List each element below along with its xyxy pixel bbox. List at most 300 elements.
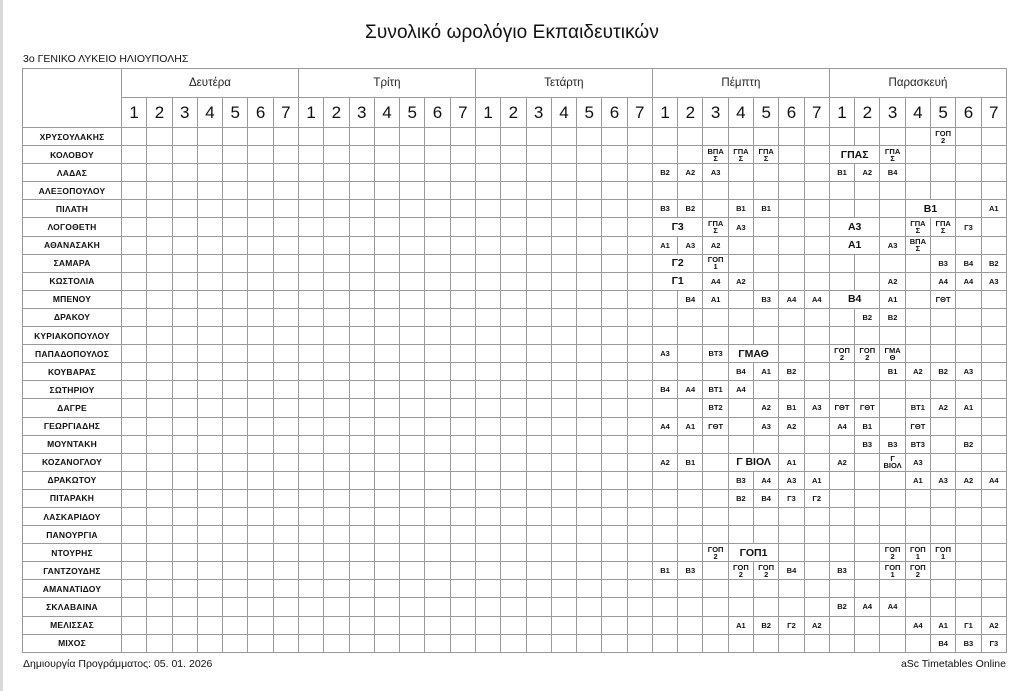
empty-cell: [197, 526, 222, 544]
empty-cell: [324, 363, 349, 381]
empty-cell: [880, 471, 905, 489]
lesson-cell: Β2: [754, 616, 779, 634]
empty-cell: [147, 598, 172, 616]
empty-cell: [526, 562, 551, 580]
empty-cell: [248, 598, 273, 616]
empty-cell: [400, 544, 425, 562]
empty-cell: [779, 164, 804, 182]
empty-cell: [602, 435, 627, 453]
empty-cell: [172, 489, 197, 507]
empty-cell: [425, 345, 450, 363]
empty-cell: [172, 453, 197, 471]
empty-cell: [298, 164, 323, 182]
empty-cell: [374, 308, 399, 326]
empty-cell: [298, 128, 323, 146]
empty-cell: [400, 254, 425, 272]
empty-cell: [627, 254, 652, 272]
lesson-cell: ΓΟΠ 2: [931, 128, 956, 146]
empty-cell: [526, 254, 551, 272]
lesson-cell: Β1: [855, 417, 880, 435]
empty-cell: [273, 580, 298, 598]
empty-cell: [425, 544, 450, 562]
empty-cell: [855, 634, 880, 652]
empty-cell: [450, 345, 475, 363]
empty-cell: [374, 471, 399, 489]
empty-cell: [526, 634, 551, 652]
empty-cell: [450, 471, 475, 489]
empty-cell: [425, 507, 450, 525]
empty-cell: [450, 272, 475, 290]
empty-cell: [197, 327, 222, 345]
empty-cell: [577, 272, 602, 290]
empty-cell: [804, 435, 829, 453]
empty-cell: [779, 598, 804, 616]
empty-cell: [728, 164, 753, 182]
empty-cell: [905, 526, 930, 544]
empty-cell: [248, 381, 273, 399]
empty-cell: [804, 381, 829, 399]
lesson-cell: Α4: [678, 381, 703, 399]
empty-cell: [147, 254, 172, 272]
empty-cell: [855, 580, 880, 598]
empty-cell: [551, 308, 576, 326]
lesson-cell: Α1: [981, 200, 1006, 218]
empty-cell: [804, 164, 829, 182]
empty-cell: [931, 327, 956, 345]
empty-cell: [273, 218, 298, 236]
empty-cell: [122, 308, 147, 326]
period-number: 5: [577, 98, 602, 128]
empty-cell: [577, 634, 602, 652]
empty-cell: [450, 417, 475, 435]
lesson-cell: ΓΟΠ 2: [855, 345, 880, 363]
empty-cell: [349, 544, 374, 562]
empty-cell: [905, 507, 930, 525]
empty-cell: [400, 363, 425, 381]
teacher-name: ΔΡΑΚΟΥ: [23, 308, 122, 326]
lesson-cell: Γ1: [652, 272, 703, 290]
empty-cell: [122, 236, 147, 254]
empty-cell: [905, 308, 930, 326]
empty-cell: [400, 381, 425, 399]
empty-cell: [703, 453, 728, 471]
empty-cell: [172, 507, 197, 525]
lesson-cell: ΓΘΤ: [703, 417, 728, 435]
empty-cell: [425, 435, 450, 453]
empty-cell: [779, 182, 804, 200]
empty-cell: [197, 616, 222, 634]
empty-cell: [223, 345, 248, 363]
empty-cell: [425, 580, 450, 598]
empty-cell: [703, 327, 728, 345]
lesson-cell: Α2: [855, 164, 880, 182]
lesson-cell: ΓΠΑ Σ: [905, 218, 930, 236]
empty-cell: [855, 200, 880, 218]
empty-cell: [349, 634, 374, 652]
lesson-cell: Γ2: [804, 489, 829, 507]
empty-cell: [652, 128, 677, 146]
empty-cell: [627, 327, 652, 345]
empty-cell: [349, 598, 374, 616]
empty-cell: [197, 544, 222, 562]
empty-cell: [804, 417, 829, 435]
empty-cell: [931, 507, 956, 525]
empty-cell: [627, 489, 652, 507]
empty-cell: [223, 381, 248, 399]
empty-cell: [122, 128, 147, 146]
empty-cell: [273, 417, 298, 435]
empty-cell: [223, 399, 248, 417]
empty-cell: [931, 345, 956, 363]
empty-cell: [400, 580, 425, 598]
empty-cell: [122, 598, 147, 616]
empty-cell: [223, 218, 248, 236]
empty-cell: [703, 489, 728, 507]
empty-cell: [754, 327, 779, 345]
empty-cell: [147, 381, 172, 399]
empty-cell: [652, 526, 677, 544]
period-number: 2: [324, 98, 349, 128]
empty-cell: [147, 345, 172, 363]
empty-cell: [981, 526, 1006, 544]
empty-cell: [728, 254, 753, 272]
empty-cell: [602, 562, 627, 580]
empty-cell: [501, 327, 526, 345]
empty-cell: [147, 580, 172, 598]
empty-cell: [374, 453, 399, 471]
empty-cell: [956, 544, 981, 562]
empty-cell: [804, 634, 829, 652]
empty-cell: [526, 164, 551, 182]
empty-cell: [374, 489, 399, 507]
teacher-row: [23, 236, 1007, 254]
empty-cell: [779, 146, 804, 164]
empty-cell: [324, 544, 349, 562]
empty-cell: [197, 598, 222, 616]
empty-cell: [602, 272, 627, 290]
empty-cell: [349, 453, 374, 471]
empty-cell: [905, 598, 930, 616]
empty-cell: [349, 580, 374, 598]
empty-cell: [122, 290, 147, 308]
empty-cell: [829, 200, 854, 218]
empty-cell: [577, 399, 602, 417]
empty-cell: [577, 507, 602, 525]
empty-cell: [400, 182, 425, 200]
empty-cell: [804, 254, 829, 272]
teacher-name: ΑΘΑΝΑΣΑΚΗ: [23, 236, 122, 254]
empty-cell: [400, 218, 425, 236]
empty-cell: [956, 598, 981, 616]
empty-cell: [880, 399, 905, 417]
empty-cell: [425, 489, 450, 507]
lesson-cell: ΓΟΠ 2: [829, 345, 854, 363]
empty-cell: [400, 562, 425, 580]
lesson-cell: ΒΤ3: [703, 345, 728, 363]
empty-cell: [248, 634, 273, 652]
lesson-cell: ΓΜΑ Θ: [880, 345, 905, 363]
empty-cell: [223, 236, 248, 254]
empty-cell: [526, 381, 551, 399]
empty-cell: [450, 218, 475, 236]
empty-cell: [197, 290, 222, 308]
empty-cell: [678, 399, 703, 417]
empty-cell: [627, 544, 652, 562]
empty-cell: [829, 381, 854, 399]
empty-cell: [551, 399, 576, 417]
corner-cell: [23, 69, 122, 128]
empty-cell: [829, 507, 854, 525]
empty-cell: [324, 634, 349, 652]
empty-cell: [450, 254, 475, 272]
empty-cell: [577, 128, 602, 146]
period-number: 7: [627, 98, 652, 128]
empty-cell: [450, 290, 475, 308]
empty-cell: [273, 453, 298, 471]
empty-cell: [273, 471, 298, 489]
empty-cell: [627, 363, 652, 381]
teacher-row: [23, 308, 1007, 326]
empty-cell: [728, 399, 753, 417]
teacher-name: ΠΑΠΑΔΟΠΟΥΛΟΣ: [23, 345, 122, 363]
empty-cell: [450, 128, 475, 146]
empty-cell: [551, 471, 576, 489]
empty-cell: [829, 272, 854, 290]
empty-cell: [703, 580, 728, 598]
empty-cell: [197, 182, 222, 200]
lesson-cell: Β2: [829, 598, 854, 616]
empty-cell: [678, 634, 703, 652]
period-number: 5: [223, 98, 248, 128]
empty-cell: [678, 146, 703, 164]
lesson-cell: Β4: [956, 254, 981, 272]
empty-cell: [475, 345, 500, 363]
empty-cell: [880, 417, 905, 435]
empty-cell: [475, 200, 500, 218]
empty-cell: [374, 598, 399, 616]
empty-cell: [779, 580, 804, 598]
empty-cell: [804, 272, 829, 290]
period-number: 4: [728, 98, 753, 128]
empty-cell: [703, 507, 728, 525]
teacher-name: ΚΟΛΟΒΟΥ: [23, 146, 122, 164]
empty-cell: [349, 489, 374, 507]
teacher-name: ΛΑΣΚΑΡΙΔΟΥ: [23, 507, 122, 525]
period-number: 7: [981, 98, 1006, 128]
empty-cell: [349, 526, 374, 544]
empty-cell: [829, 435, 854, 453]
empty-cell: [577, 236, 602, 254]
empty-cell: [577, 580, 602, 598]
empty-cell: [172, 562, 197, 580]
period-number: 4: [905, 98, 930, 128]
empty-cell: [880, 634, 905, 652]
empty-cell: [931, 146, 956, 164]
empty-cell: [197, 507, 222, 525]
empty-cell: [425, 182, 450, 200]
empty-cell: [273, 363, 298, 381]
empty-cell: [829, 327, 854, 345]
empty-cell: [880, 254, 905, 272]
empty-cell: [223, 507, 248, 525]
empty-cell: [298, 182, 323, 200]
empty-cell: [678, 471, 703, 489]
lesson-cell: Β2: [728, 489, 753, 507]
empty-cell: [779, 254, 804, 272]
empty-cell: [248, 218, 273, 236]
empty-cell: [374, 562, 399, 580]
empty-cell: [122, 417, 147, 435]
empty-cell: [501, 562, 526, 580]
empty-cell: [526, 616, 551, 634]
empty-cell: [223, 526, 248, 544]
teacher-name: ΓΕΩΡΓΙΑΔΗΣ: [23, 417, 122, 435]
empty-cell: [298, 381, 323, 399]
empty-cell: [551, 381, 576, 399]
empty-cell: [501, 381, 526, 399]
empty-cell: [172, 290, 197, 308]
empty-cell: [475, 236, 500, 254]
empty-cell: [627, 345, 652, 363]
empty-cell: [197, 381, 222, 399]
empty-cell: [577, 146, 602, 164]
empty-cell: [349, 616, 374, 634]
empty-cell: [122, 182, 147, 200]
day-header: Τρίτη: [298, 69, 475, 98]
empty-cell: [324, 453, 349, 471]
empty-cell: [122, 146, 147, 164]
empty-cell: [728, 580, 753, 598]
teacher-row: [23, 218, 1007, 236]
lesson-cell: Β4: [880, 164, 905, 182]
empty-cell: [779, 634, 804, 652]
empty-cell: [956, 308, 981, 326]
lesson-cell: ΓΠΑΣ: [829, 146, 880, 164]
empty-cell: [223, 272, 248, 290]
empty-cell: [349, 562, 374, 580]
empty-cell: [880, 327, 905, 345]
lesson-cell: Α1: [931, 616, 956, 634]
empty-cell: [551, 146, 576, 164]
lesson-cell: Β3: [678, 562, 703, 580]
timetable-grid: [22, 68, 1007, 653]
empty-cell: [172, 399, 197, 417]
period-number: 7: [273, 98, 298, 128]
period-number: 1: [652, 98, 677, 128]
period-header-row: [23, 98, 1007, 128]
empty-cell: [425, 616, 450, 634]
lesson-cell: ΓΟΠ 1: [880, 562, 905, 580]
empty-cell: [905, 128, 930, 146]
empty-cell: [829, 616, 854, 634]
empty-cell: [197, 580, 222, 598]
empty-cell: [627, 399, 652, 417]
empty-cell: [779, 218, 804, 236]
empty-cell: [400, 272, 425, 290]
empty-cell: [450, 580, 475, 598]
empty-cell: [147, 218, 172, 236]
empty-cell: [652, 634, 677, 652]
empty-cell: [324, 345, 349, 363]
lesson-cell: Α2: [728, 272, 753, 290]
empty-cell: [324, 327, 349, 345]
period-number: 3: [349, 98, 374, 128]
empty-cell: [349, 146, 374, 164]
empty-cell: [526, 218, 551, 236]
lesson-cell: Β3: [829, 562, 854, 580]
empty-cell: [779, 128, 804, 146]
lesson-cell: Β1: [728, 200, 753, 218]
empty-cell: [905, 290, 930, 308]
empty-cell: [450, 616, 475, 634]
empty-cell: [981, 308, 1006, 326]
empty-cell: [703, 435, 728, 453]
lesson-cell: Α4: [754, 471, 779, 489]
empty-cell: [349, 236, 374, 254]
empty-cell: [804, 182, 829, 200]
empty-cell: [450, 634, 475, 652]
empty-cell: [526, 146, 551, 164]
empty-cell: [450, 399, 475, 417]
empty-cell: [678, 308, 703, 326]
empty-cell: [374, 381, 399, 399]
period-number: 7: [450, 98, 475, 128]
empty-cell: [425, 254, 450, 272]
lesson-cell: Β2: [652, 164, 677, 182]
lesson-cell: Α1: [728, 616, 753, 634]
empty-cell: [400, 146, 425, 164]
empty-cell: [475, 308, 500, 326]
empty-cell: [374, 435, 399, 453]
lesson-cell: Α1: [652, 236, 677, 254]
empty-cell: [298, 580, 323, 598]
empty-cell: [526, 399, 551, 417]
empty-cell: [197, 453, 222, 471]
teacher-name: ΚΥΡΙΑΚΟΠΟΥΛΟΥ: [23, 327, 122, 345]
empty-cell: [172, 308, 197, 326]
empty-cell: [829, 308, 854, 326]
empty-cell: [172, 128, 197, 146]
empty-cell: [248, 435, 273, 453]
teacher-row: [23, 544, 1007, 562]
empty-cell: [147, 471, 172, 489]
empty-cell: [501, 290, 526, 308]
empty-cell: [147, 526, 172, 544]
lesson-cell: ΒΤ3: [905, 435, 930, 453]
empty-cell: [298, 598, 323, 616]
empty-cell: [324, 526, 349, 544]
lesson-cell: Α3: [956, 363, 981, 381]
empty-cell: [298, 616, 323, 634]
lesson-cell: Γ3: [652, 218, 703, 236]
empty-cell: [501, 345, 526, 363]
empty-cell: [122, 218, 147, 236]
lesson-cell: Γ2: [779, 616, 804, 634]
lesson-cell: Α2: [754, 399, 779, 417]
empty-cell: [374, 634, 399, 652]
empty-cell: [652, 507, 677, 525]
empty-cell: [577, 598, 602, 616]
empty-cell: [577, 526, 602, 544]
empty-cell: [728, 308, 753, 326]
empty-cell: [172, 327, 197, 345]
empty-cell: [754, 182, 779, 200]
empty-cell: [526, 290, 551, 308]
empty-cell: [551, 489, 576, 507]
empty-cell: [147, 290, 172, 308]
empty-cell: [273, 489, 298, 507]
empty-cell: [931, 182, 956, 200]
